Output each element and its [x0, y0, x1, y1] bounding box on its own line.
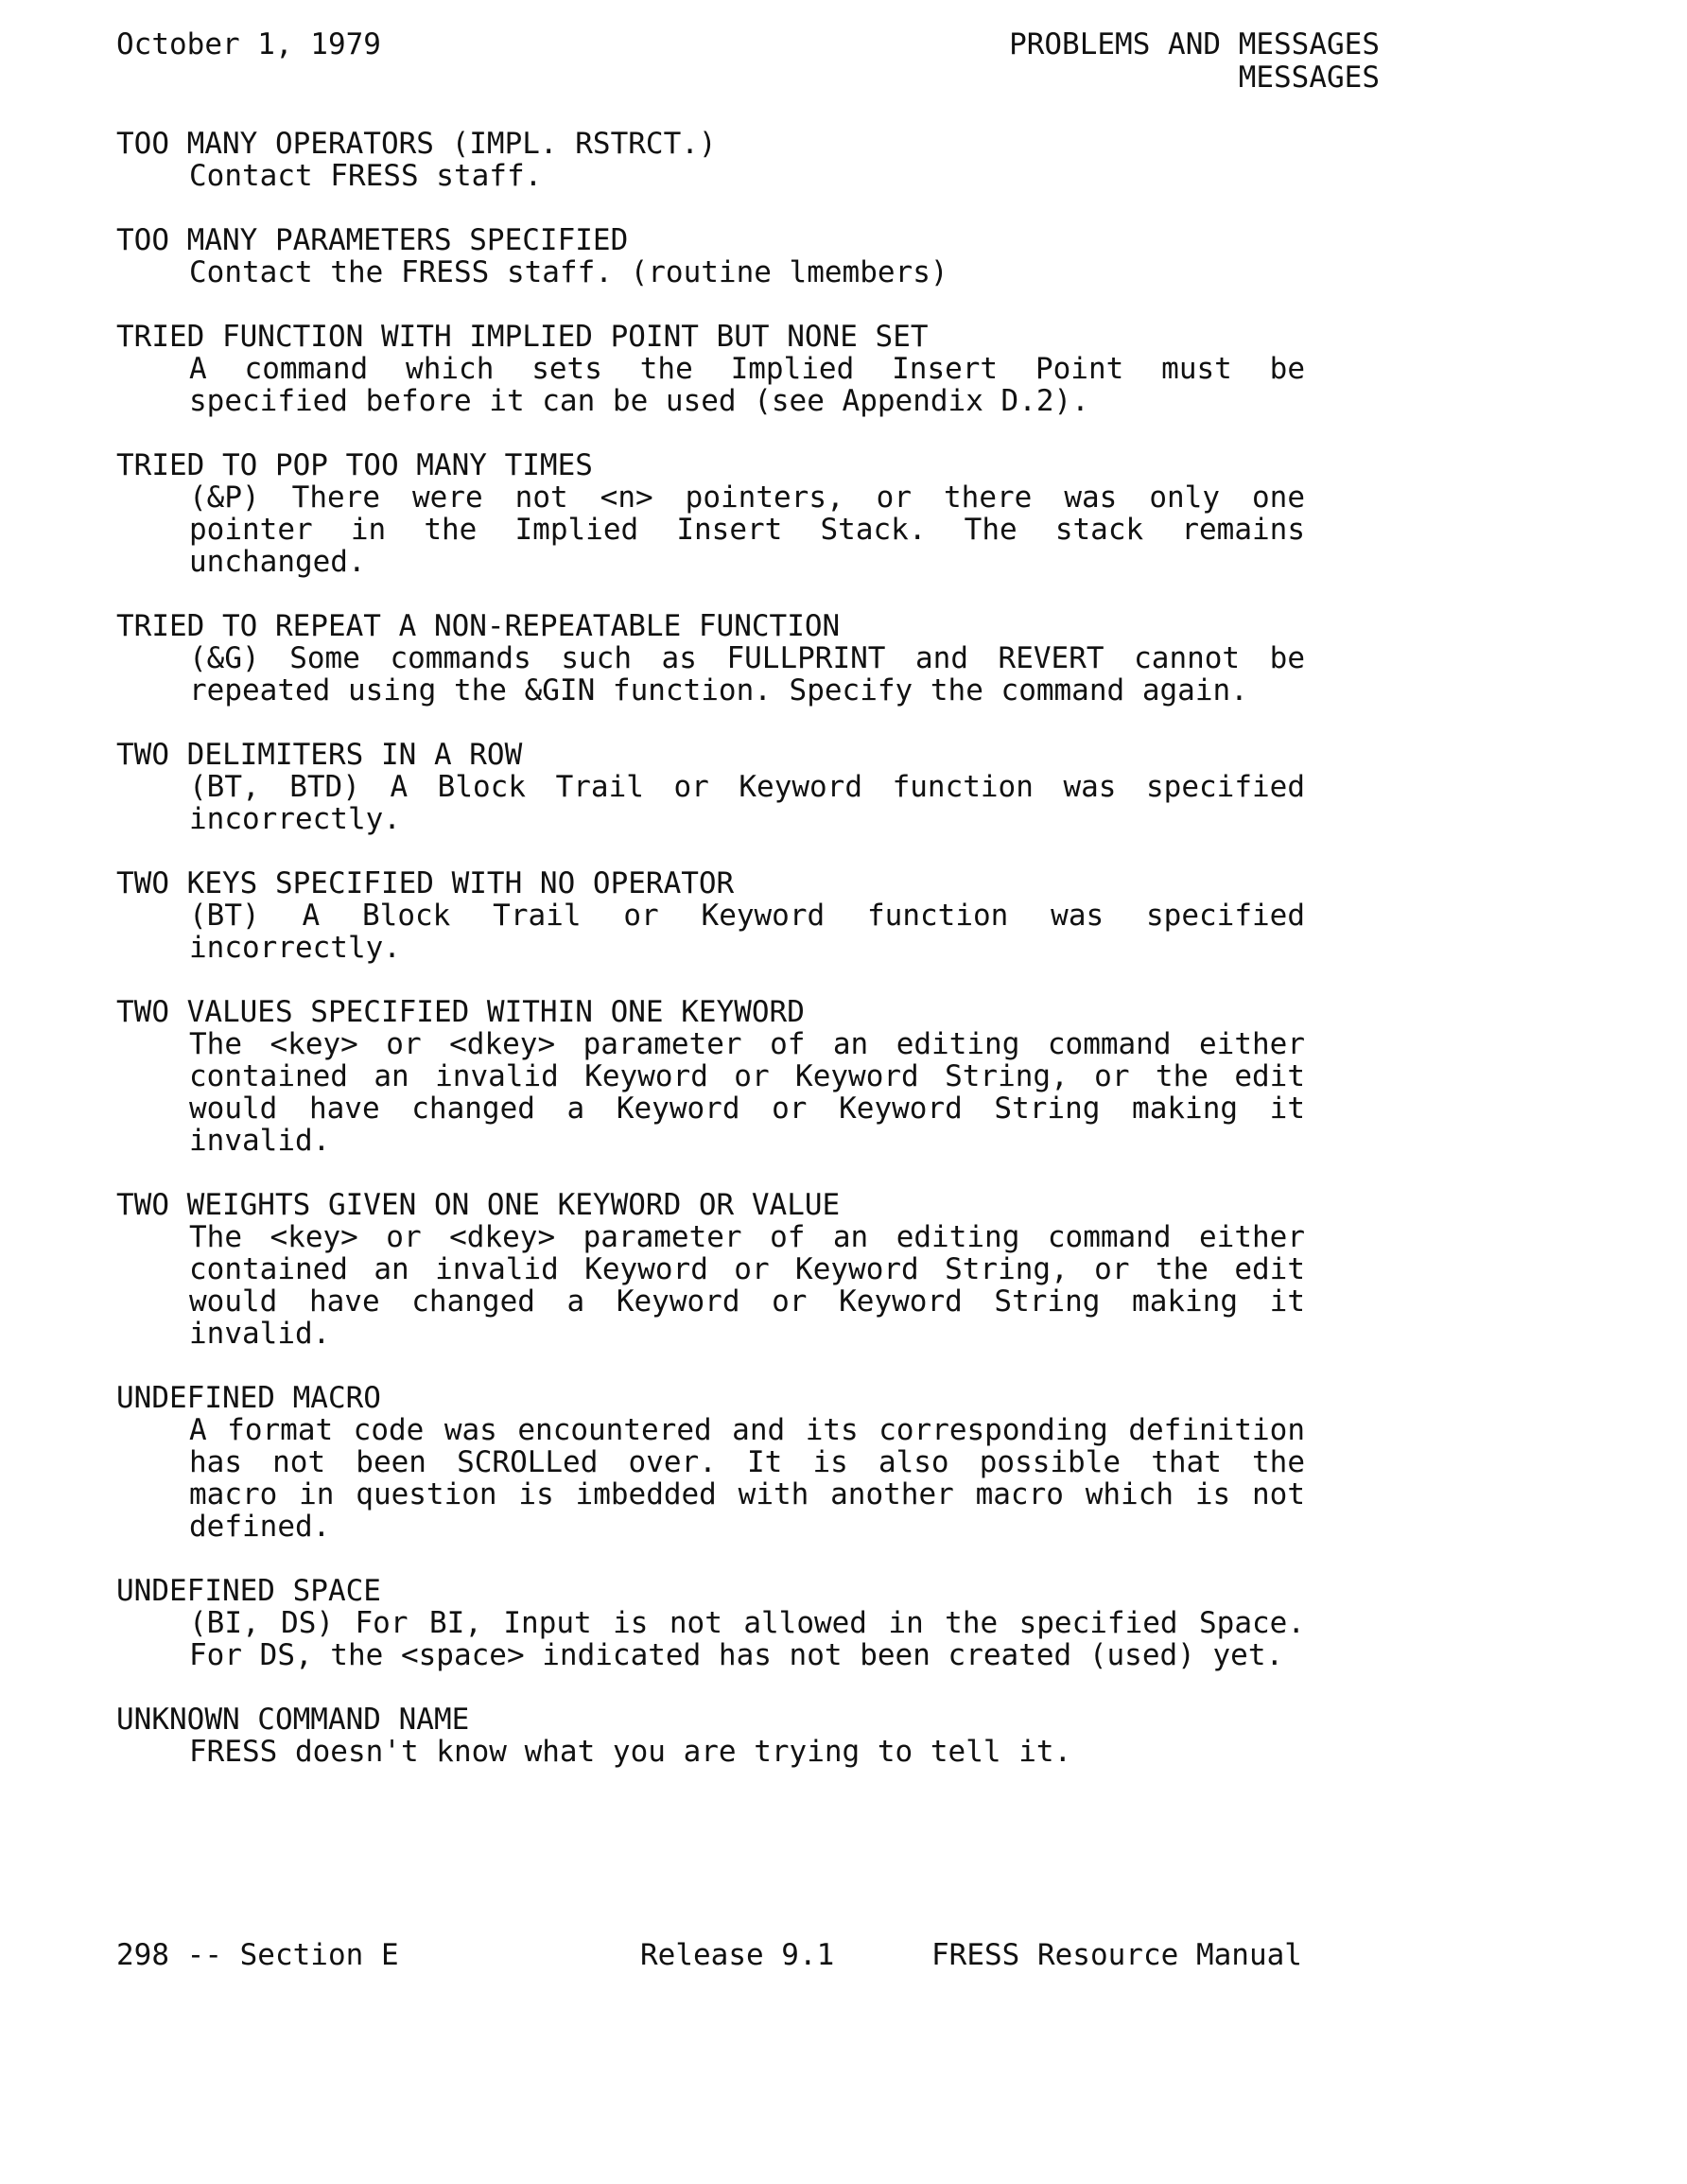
description-line: would have changed a Keyword or Keyword String making it	[189, 1284, 1305, 1319]
description-line: repeated using the &GIN function. Specify the command again.	[189, 673, 1248, 708]
message-entry	[116, 739, 1313, 835]
description-line: (BT, BTD) A Block Trail or Keyword function was specified	[189, 770, 1305, 804]
description-line: (BT) A Block Trail or Keyword function was specified	[189, 899, 1305, 933]
header-subsection-title: MESSAGES	[1238, 61, 1380, 95]
description-line: The <key> or <dkey> parameter of an editing command either	[189, 1027, 1305, 1061]
message-description	[189, 256, 1305, 288]
message-title: UNKNOWN COMMAND NAME	[116, 1703, 470, 1737]
description-line: has not been SCROLLed over. It is also possible that the	[189, 1445, 1305, 1479]
footer-page-section: 298 -- Section E	[116, 1938, 399, 1972]
message-description	[189, 481, 1305, 578]
description-line: contained an invalid Keyword or Keyword String, or the edit	[189, 1252, 1305, 1286]
message-title: UNDEFINED MACRO	[116, 1381, 381, 1415]
message-description	[189, 160, 1305, 192]
description-line: pointer in the Implied Insert Stack. The stack remains	[189, 513, 1305, 547]
message-description	[189, 771, 1305, 835]
message-entry	[116, 449, 1313, 578]
message-title: TRIED TO POP TOO MANY TIMES	[116, 448, 593, 482]
message-title: TWO WEIGHTS GIVEN ON ONE KEYWORD OR VALUE	[116, 1188, 841, 1222]
message-description	[189, 1221, 1305, 1350]
footer-manual-title: FRESS Resource Manual	[931, 1938, 1302, 1972]
message-entry	[116, 610, 1313, 707]
description-line: invalid.	[189, 1124, 331, 1158]
message-list	[116, 128, 1313, 1800]
description-line: incorrectly.	[189, 802, 401, 836]
description-line: unchanged.	[189, 545, 366, 579]
description-line: Contact FRESS staff.	[189, 159, 543, 193]
message-description	[189, 1607, 1305, 1671]
header-titles	[1009, 28, 1380, 95]
message-title: TOO MANY PARAMETERS SPECIFIED	[116, 223, 629, 257]
message-title: TWO KEYS SPECIFIED WITH NO OPERATOR	[116, 866, 735, 900]
footer-release: Release 9.1	[640, 1938, 835, 1972]
message-description	[189, 1028, 1305, 1157]
description-line: (&P) There were not <n> pointers, or there was only one	[189, 480, 1305, 515]
description-line: FRESS doesn't know what you are trying to tell it.	[189, 1735, 1072, 1769]
message-entry	[116, 1704, 1313, 1768]
message-entry	[116, 1382, 1313, 1543]
description-line: (&G) Some commands such as FULLPRINT and REVERT cannot be	[189, 641, 1305, 675]
description-line: For DS, the <space> indicated has not been created (used) yet.	[189, 1638, 1284, 1672]
message-description	[189, 1414, 1305, 1543]
header-section-title: PROBLEMS AND MESSAGES	[1009, 27, 1380, 61]
message-title: TWO DELIMITERS IN A ROW	[116, 738, 523, 772]
description-line: incorrectly.	[189, 931, 401, 965]
message-title: TRIED FUNCTION WITH IMPLIED POINT BUT NONE SET	[116, 320, 929, 354]
message-entry	[116, 1575, 1313, 1671]
message-description	[189, 900, 1305, 964]
description-line: would have changed a Keyword or Keyword String making it	[189, 1092, 1305, 1126]
message-entry	[116, 1189, 1313, 1350]
message-title: UNDEFINED SPACE	[116, 1574, 381, 1608]
message-entry	[116, 224, 1313, 288]
message-title: TOO MANY OPERATORS (IMPL. RSTRCT.)	[116, 127, 717, 161]
description-line: A command which sets the Implied Insert Point must be	[189, 352, 1305, 386]
description-line: (BI, DS) For BI, Input is not allowed in the specified Space.	[189, 1606, 1305, 1640]
description-line: contained an invalid Keyword or Keyword String, or the edit	[189, 1059, 1305, 1093]
description-line: A format code was encountered and its corresponding definition	[189, 1413, 1305, 1447]
description-line: Contact the FRESS staff. (routine lmembers)	[189, 255, 948, 289]
message-description	[189, 642, 1305, 707]
message-entry	[116, 321, 1313, 417]
message-title: TRIED TO REPEAT A NON-REPEATABLE FUNCTION	[116, 609, 841, 643]
description-line: defined.	[189, 1510, 331, 1544]
header-date: October 1, 1979	[116, 27, 381, 61]
message-entry	[116, 867, 1313, 964]
description-line: invalid.	[189, 1317, 331, 1351]
message-description	[189, 353, 1305, 417]
message-description	[189, 1736, 1305, 1768]
message-entry	[116, 996, 1313, 1157]
message-entry	[116, 128, 1313, 192]
description-line: macro in question is imbedded with another macro which is not	[189, 1477, 1305, 1511]
message-title: TWO VALUES SPECIFIED WITHIN ONE KEYWORD	[116, 995, 805, 1029]
description-line: specified before it can be used (see Appendix D.2).	[189, 384, 1089, 418]
description-line: The <key> or <dkey> parameter of an editing command either	[189, 1220, 1305, 1254]
